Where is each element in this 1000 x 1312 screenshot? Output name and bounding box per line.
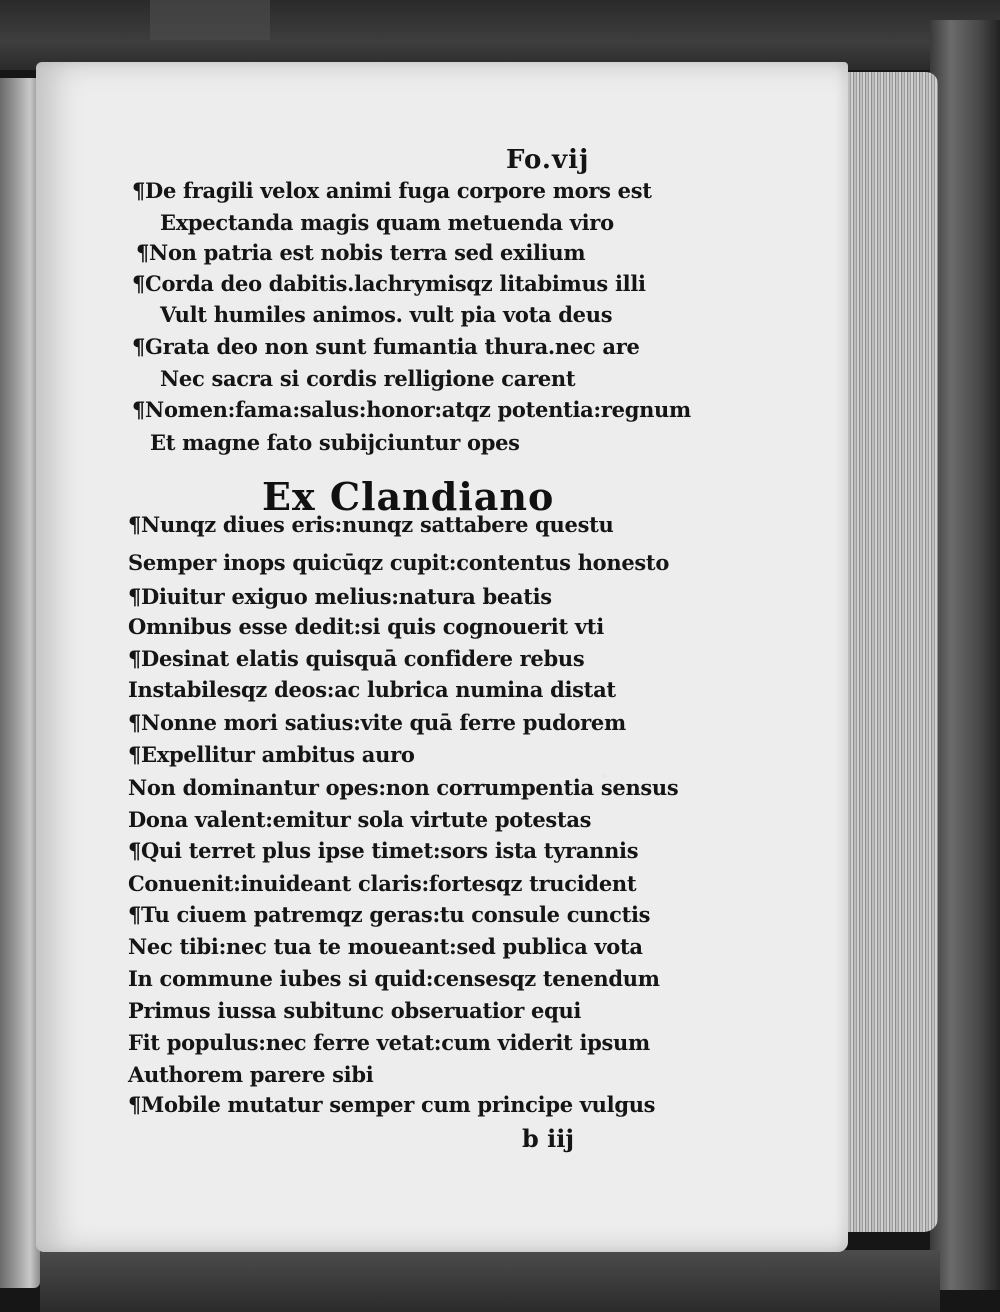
verse-line: ¶Tu ciuem patremqz geras:tu consule cunctis: [128, 902, 651, 927]
fore-edge-leaves: [848, 72, 938, 1232]
verse-line: ¶Grata deo non sunt fumantia thura.nec are: [132, 334, 640, 359]
verse-line: ¶Non patria est nobis terra sed exilium: [136, 240, 586, 265]
verse-line: Primus iussa subitunc obseruatior equi: [128, 998, 582, 1023]
verse-line: ¶Nunqz diues eris:nunqz sattabere questu: [128, 512, 614, 537]
verse-line: Nec tibi:nec tua te moueant:sed publica vota: [128, 934, 643, 959]
verse-line: Et magne fato subijciuntur opes: [150, 430, 520, 455]
verse-line: Dona valent:emitur sola virtute potestas: [128, 807, 592, 832]
verse-line: ¶Desinat elatis quisquā confidere rebus: [128, 646, 585, 671]
verse-line: ¶Nonne mori satius:vite quā ferre pudorem: [128, 710, 626, 735]
verse-line: ¶De fragili velox animi fuga corpore mors est: [132, 178, 652, 203]
verse-line: Semper inops quicūqz cupit:contentus honesto: [128, 550, 670, 575]
verse-line: Omnibus esse dedit:si quis cognouerit vti: [128, 614, 604, 639]
verse-line: Expectanda magis quam metuenda viro: [160, 210, 614, 235]
verse-line: ¶Qui terret plus ipse timet:sors ista tyrannis: [128, 838, 639, 863]
verse-line: Authorem parere sibi: [128, 1062, 374, 1087]
verse-line: ¶Mobile mutatur semper cum principe vulgus: [128, 1092, 656, 1117]
folio-number: Fo.vij: [506, 145, 590, 175]
verse-line: Fit populus:nec ferre vetat:cum viderit ipsum: [128, 1030, 650, 1055]
verse-line: Instabilesqz deos:ac lubrica numina distat: [128, 677, 616, 702]
facing-page-edge: [0, 78, 40, 1288]
verse-line: ¶Corda deo dabitis.lachrymisqz litabimus illi: [132, 271, 646, 296]
verse-line: Vult humiles animos. vult pia vota deus: [160, 302, 613, 327]
book-bottom-board: [40, 1250, 940, 1312]
verse-line: In commune iubes si quid:censesqz tenendum: [128, 966, 660, 991]
verse-line: Nec sacra si cordis relligione carent: [160, 366, 576, 391]
book-cover-board: [930, 20, 1000, 1290]
verse-line: ¶Nomen:fama:salus:honor:atqz potentia:regnum: [132, 397, 691, 422]
verse-line: ¶Expellitur ambitus auro: [128, 742, 415, 767]
spine-cloth: [150, 0, 270, 40]
signature-mark: b iij: [522, 1124, 575, 1153]
verse-line: ¶Diuitur exiguo melius:natura beatis: [128, 584, 552, 609]
verse-line: Conuenit:inuideant claris:fortesqz trucident: [128, 871, 637, 896]
verse-line: Non dominantur opes:non corrumpentia sensus: [128, 775, 679, 800]
section-heading: Ex Clandiano: [262, 474, 555, 519]
